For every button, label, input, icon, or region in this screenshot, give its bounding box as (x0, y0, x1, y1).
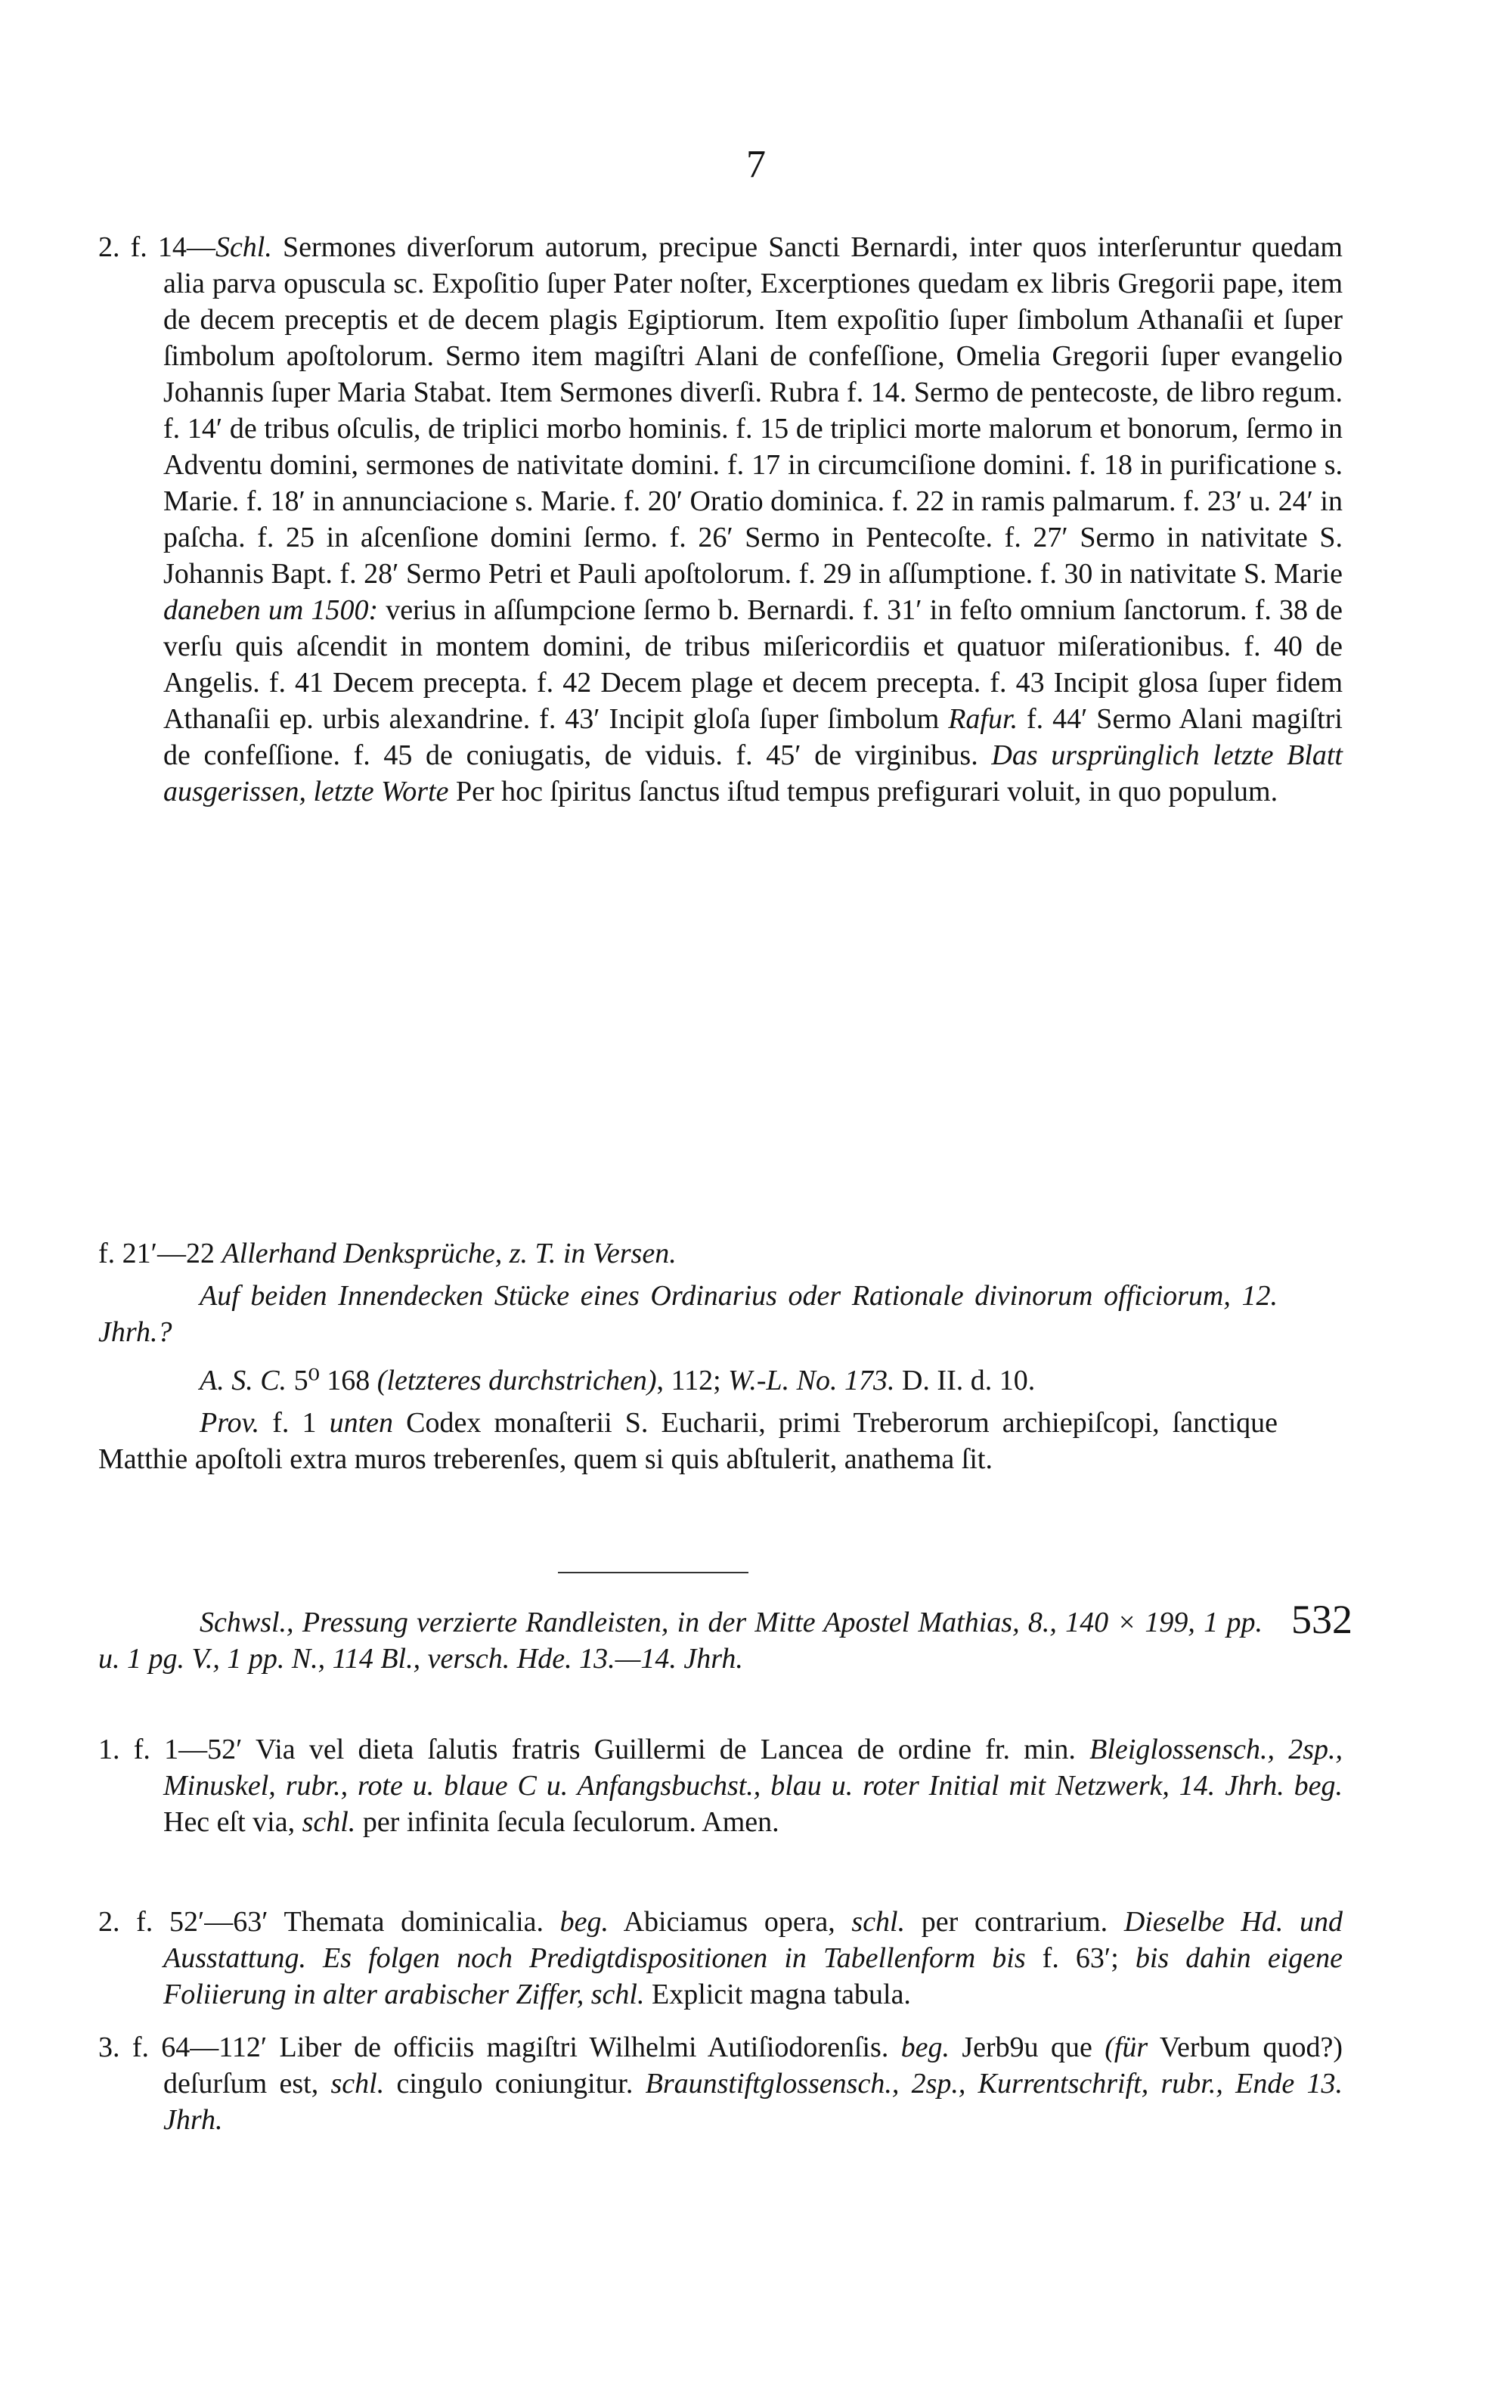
entry-text: , 112; (656, 1365, 729, 1396)
entry-italic: Prov. (200, 1407, 260, 1439)
entry-italic: unten (329, 1407, 394, 1439)
item-text: f. 63′; (1025, 1942, 1136, 1974)
item-italic: bis dahin eigene Foliierung in alter arabischer Ziffer, schl. (163, 1942, 1343, 2010)
item-text: Jerb9u que (950, 2031, 1105, 2063)
item-italic: beg. (559, 1906, 609, 1938)
entry-italic: daneben um 1500: (163, 594, 379, 626)
entry-text: f. 21′—22 (98, 1238, 222, 1269)
item-text: per infinita ſecula ſeculorum. Amen. (355, 1806, 779, 1838)
manuscript-description: Schwsl., Pressung verzierte Randleisten, in der Mitte Apostel Mathias, 8., 140 × 199, 1 pp. u. 1 pg. V., 1 pp. N., 114 Bl., versch. Hde. 13.—14. Jhrh. (98, 1607, 1263, 1675)
item-italic: Dieselbe Hd. und Ausstattung. Es folgen noch Predigtdispositionen in Tabellenform bis (163, 1906, 1343, 1974)
section-divider (558, 1572, 748, 1573)
item-text: 3. f. 64—112′ Liber de officiis magiſtri Wilhelmi Autiſiodorenſis. (98, 2031, 901, 2063)
item-1-paragraph (98, 1731, 1343, 1840)
entry-text: Per hoc ſpiritus ſanctus iſtud tempus prefigurari voluit, in quo populum. (448, 776, 1278, 807)
entry-italic: Auf beiden Innendecken Stücke eines Ordinarius oder Rationale divinorum officiorum, 12. Jhrh.? (98, 1280, 1278, 1348)
entry-text: 2. f. 14— (98, 231, 215, 263)
item-text: 2. f. 52′—63′ Themata dominicalia. (98, 1906, 560, 1938)
item-text: Explicit magna tabula. (644, 1979, 911, 2010)
item-italic: schl. (330, 2068, 385, 2100)
entry-text: Codex monaſterii S. Eucharii, primi Treberorum archiepiſcopi, ſanctique Matthie apoſtoli extra muros treberenſes, quem si quis abſtulerit, anathema ſit. (98, 1407, 1278, 1475)
manuscript-signature: 532 (1291, 1597, 1352, 1642)
item-text: Hec eſt via, (163, 1806, 302, 1838)
entry-text: D. II. d. 10. (894, 1365, 1036, 1396)
page-number: 7 (746, 143, 766, 186)
item-italic: schl. (851, 1906, 906, 1938)
item-italic: (für (1105, 2031, 1148, 2063)
provenance-note (98, 1405, 1278, 1477)
entry-italic: Rafur. (948, 703, 1018, 735)
denksprueche-line (98, 1235, 1343, 1272)
item-text: Verbum quod?) deſurſum est, (163, 2031, 1343, 2100)
entry-text: 5⁰ 168 (287, 1365, 377, 1396)
entry-italic: (letzteres durchstrichen) (376, 1365, 657, 1396)
shelfmark-line (98, 1362, 1278, 1399)
item-italic: beg. (900, 2031, 950, 2063)
item-text: per contrarium. (905, 1906, 1124, 1938)
item-2-paragraph (98, 1904, 1343, 2013)
innendecken-note (98, 1278, 1278, 1350)
item-text: Abiciamus opera, (609, 1906, 852, 1938)
item-3-paragraph (98, 2029, 1343, 2138)
entry-text: f. 1 (259, 1407, 330, 1439)
entry-italic: W.-L. No. 173. (728, 1365, 895, 1396)
entry-italic: A. S. C. (200, 1365, 287, 1396)
entry-text: f. 44′ Sermo Alani magiſtri de confeſſione. f. 45 de coniugatis, de viduis. f. 45′ de virginibus. (163, 703, 1343, 771)
item-text: cingulo coniungitur. (384, 2068, 646, 2100)
entry-italic: Schl. (215, 231, 272, 263)
item-italic: Braunstiftglossensch., 2sp., Kurrentschrift, rubr., Ende 13. Jhrh. (163, 2068, 1343, 2136)
entry-text: Sermones diverſorum autorum, precipue Sancti Bernardi, inter quos interſeruntur quedam alia parva opuscula sc. Expoſitio ſuper Pater noſter, Excerptiones quedam ex libris Gregorii pape, item de decem preceptis et de decem plagis Egiptiorum. Item expoſitio ſuper ſimbolum Athanaſii et ſuper ſimbolum apoſtolorum. Sermo item magiſtri Alani de confeſſione, Omelia Gregorii ſuper evangelio Johannis ſuper Maria Stabat. Item Sermones diverſi. Rubra f. 14. Sermo de pentecoste, de libro regum. f. 14′ de tribus oſculis, de triplici morbo hominis. f. 15 de triplici morte malorum et bonorum, ſermo in Adventu domini, sermones de nativitate domini. f. 17 in circumciſione domini. f. 18 in purificatione s. Marie. f. 18′ in annunciacione s. Marie. f. 20′ Oratio dominica. f. 22 in ramis palmarum. f. 23′ u. 24′ in paſcha. f. 25 in aſcenſione domini ſermo. f. 26′ Sermo in Pentecoſte. f. 27′ Sermo in nativitate S. Johannis Bapt. f. 28′ Sermo Petri et Pauli apoſtolorum. f. 29 in aſſumptione. f. 30 in nativitate S. Marie (163, 231, 1343, 590)
item-italic: Bleiglossensch., 2sp., Minuskel, rubr., rote u. blaue C u. Anfangsbuchst., blau u. roter Initial mit Netzwerk, 14. Jhrh. beg. (163, 1734, 1343, 1802)
entry-italic: Das ursprünglich letzte Blatt ausgerissen, letzte Worte (163, 739, 1343, 807)
item-text: 1. f. 1—52′ Via vel dieta ſalutis fratris Guillermi de Lancea de ordine fr. min. (98, 1734, 1090, 1765)
entry-2-paragraph (98, 229, 1343, 810)
item-italic: schl. (302, 1806, 356, 1838)
entry-text: verius in aſſumpcione ſermo b. Bernardi. f. 31′ in feſto omnium ſanctorum. f. 38 de verſu quis aſcendit in montem domini, de tribus miſericordiis et quatuor miſerationibus. f. 40 de Angelis. f. 41 Decem precepta. f. 42 Decem plage et decem precepta. f. 43 Incipit glosa ſuper fidem Athanaſii ep. urbis alexandrine. f. 43′ Incipit gloſa ſuper ſimbolum (163, 594, 1343, 735)
entry-italic: Allerhand Denksprüche, z. T. in Versen. (222, 1238, 677, 1269)
